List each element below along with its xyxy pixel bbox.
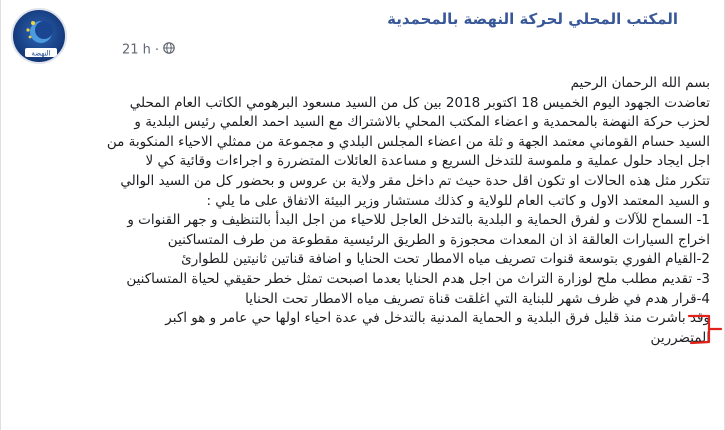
post-line: اجل ايجاد حلول عملية و ملموسة للتدخل السريع و مساعدة العائلات المتضررة و اجراءات وقائية كي لا: [145, 153, 710, 170]
list-item-1-continued: اخراج السيارات العالقة اذ ان المعدات محجوزة و الطريق الرئيسية مقطوعة من طرف المتساكنين: [167, 231, 710, 248]
avatar-caption: النهضة: [31, 49, 51, 58]
post-line: وقد باشرت منذ قليل فرق البلدية و الحماية المدنية بالتدخل في عدة احياء اولها حي عامر و هو اكبر: [165, 310, 710, 327]
page-name-link[interactable]: المكتب المحلي لحركة النهضة بالمحمدية: [387, 10, 678, 28]
list-item-4: 4-قرار هدم في ظرف شهر للبناية التي اغلقت قناة تصريف مياه الامطار تحت الحنايا: [245, 290, 710, 307]
meta-separator: ·: [154, 42, 160, 58]
list-item-3: 3- تقديم مطلب ملح لوزارة التراث من اجل هدم الحنايا بعدما اصبحت تمثل خطر حقيقي لحياة المتساكنين: [126, 270, 710, 287]
post-line: السيد حسام القوماني معتمد الجهة و ثلة من اعضاء المجلس البلدي و مجموعة من ممثلي الاحياء المنكوبة من: [106, 133, 710, 150]
list-item-2: 2-القيام الفوري بتوسعة قنوات تصريف مياه الامطار تحت الحنايا و اضافة قناتين ثانيتين للطوارئ: [181, 251, 710, 268]
post-header: [26, 8, 716, 64]
post-line-basmala: بسم الله الرحمان الرحيم: [570, 75, 710, 91]
post-timestamp[interactable]: 21 h: [122, 42, 151, 58]
post-line: لحزب حركة النهضة بالمحمدية و اعضاء المكتب المحلي بالاشتراك مع السيد احمد العلمي رئيس البلدية و: [134, 114, 710, 131]
list-item-1: 1- السماح للآلات و لفرق الحماية و البلدية بالتدخل العاجل للاحياء من اجل البدأ بالتنظيف و جهر القنوات و: [127, 212, 710, 229]
post-line: تعاضدت الجهود اليوم الخميس 18 اكتوبر 2018 بين كل من السيد مسعود البرهومي الكاتب العام المحلي: [129, 94, 710, 111]
post-line-last: المتضررين: [650, 329, 710, 346]
post-line: تتكرر مثل هذه الحالات او تكون اقل حدة حيث تم داخل مقر ولاية بن عروس و بحضور كل من السيد الوالي: [120, 172, 710, 189]
post-line: و السيد المعتمد الاول و كاتب العام للولاية و كذلك مستشار وزير البيئة الاتفاق على ما يلي :: [206, 192, 710, 209]
page-avatar[interactable]: [11, 8, 67, 64]
red-bracket-mark: [685, 312, 723, 348]
globe-icon: [163, 42, 175, 58]
post-meta: [122, 42, 175, 58]
post-body: [10, 74, 710, 348]
